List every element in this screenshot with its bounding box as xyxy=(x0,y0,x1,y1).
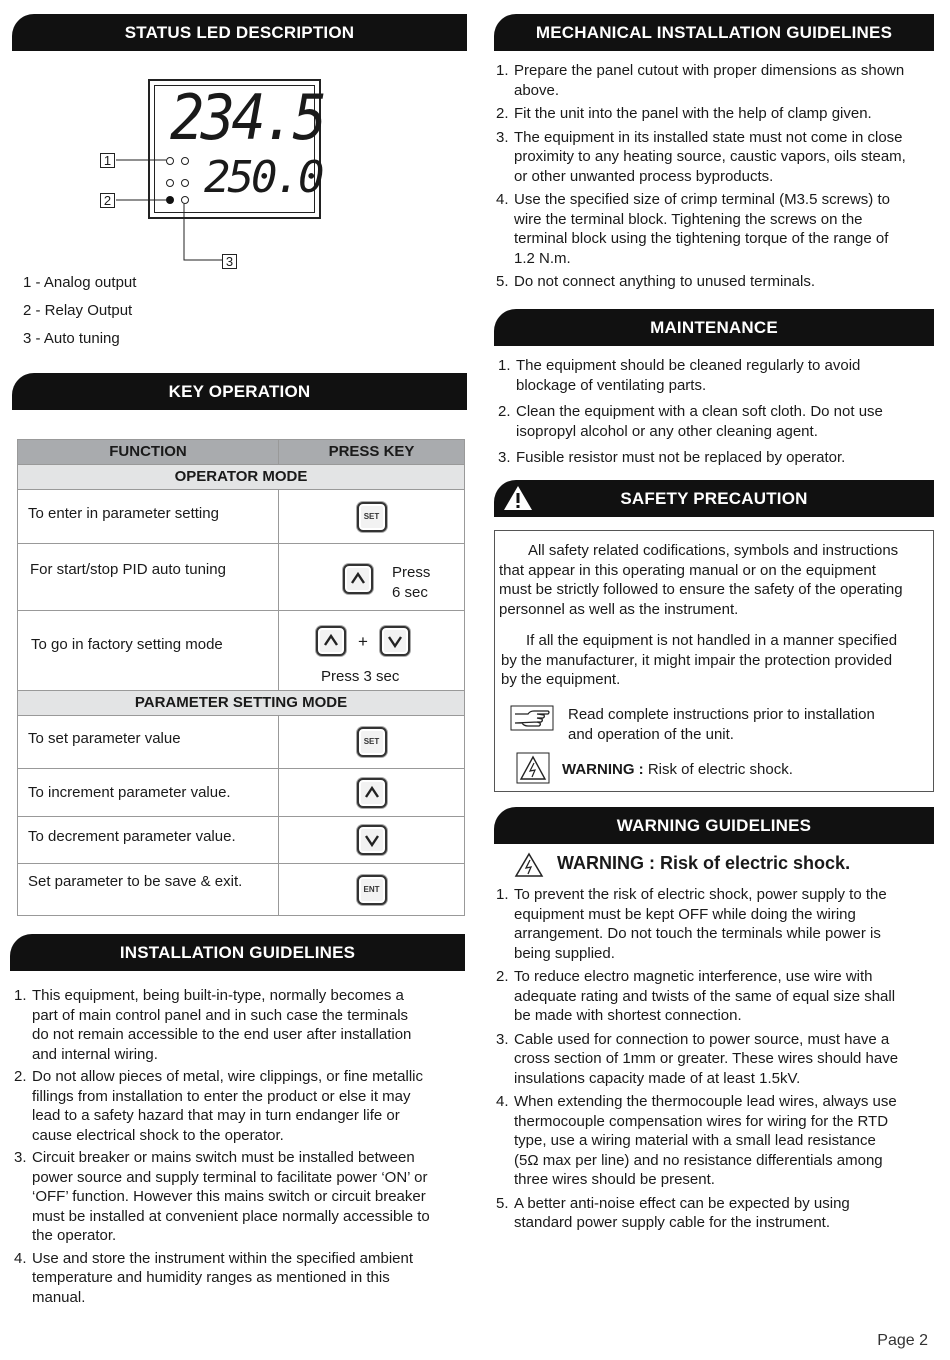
mechanical-header xyxy=(494,14,934,51)
table-row-function: Set parameter to be save & exit. xyxy=(18,864,279,916)
installation-header xyxy=(10,934,465,971)
table-row-function: To go in factory setting mode xyxy=(18,611,279,691)
list-item: 2. Fit the unit into the panel with the help of clamp given. xyxy=(496,105,872,122)
list-item: 3. Fusible resistor must not be replaced by operator. xyxy=(498,449,846,466)
operator-mode-row: OPERATOR MODE xyxy=(18,465,465,490)
list-item: 2. To reduce electro magnetic interference, use wire with adequate rating and twists of the same of equal size shall be made with shortest connection. xyxy=(496,968,896,1024)
status-led-header xyxy=(12,14,467,51)
param-mode-row: PARAMETER SETTING MODE xyxy=(18,691,465,716)
list-item: 2. Clean the equipment with a clean soft cloth. Do not use isopropyl alcohol or any other cleaning agent. xyxy=(498,403,883,440)
callout-1: 1 xyxy=(100,153,115,168)
down-arrow-key-icon xyxy=(380,626,410,656)
list-item: 5. A better anti-noise effect can be expected by using standard power supply cable for the instrument. xyxy=(496,1194,850,1231)
press-3-sec-note: Press 3 sec xyxy=(321,668,400,685)
press-6-sec-note: Press 6 sec xyxy=(392,564,431,601)
maintenance-header xyxy=(494,309,934,346)
status-led-title: STATUS LED DESCRIPTION xyxy=(124,22,355,42)
safety-box xyxy=(494,530,934,792)
table-row-function: To increment parameter value. xyxy=(18,769,279,817)
plus-sign: + xyxy=(358,632,368,651)
read-instructions-note: Read complete instructions prior to installation and operation of the unit. xyxy=(568,706,875,743)
installation-list xyxy=(14,986,466,1310)
col-press-key: PRESS KEY xyxy=(279,440,465,465)
legend-analog-output: 1 - Analog output xyxy=(23,274,137,291)
mechanical-list xyxy=(496,61,938,296)
list-item: 3. Circuit breaker or mains switch must be installed between power source and supply terminal to facilitate power ‘ON’ or ‘OFF’ function. However this mains switch or circuit breaker must be installed at convenient place normally accessible to the operator. xyxy=(14,1149,430,1244)
table-row-key xyxy=(279,716,465,769)
pointing-hand-icon xyxy=(510,705,554,731)
callout-3: 3 xyxy=(222,254,237,269)
safety-title: SAFETY PRECAUTION xyxy=(620,488,808,508)
warning-title: WARNING GUIDELINES xyxy=(616,815,812,835)
list-item: 3. Cable used for connection to power source, must have a cross section of 1mm or greater. These wires should have insulations capacity made of at least 1.5kV. xyxy=(496,1030,899,1087)
table-row-key xyxy=(279,769,465,817)
list-item: 1. The equipment should be cleaned regularly to avoid blockage of ventilating parts. xyxy=(498,357,861,394)
table-row-function: To set parameter value xyxy=(18,716,279,769)
electric-shock-icon xyxy=(514,852,544,878)
warning-header xyxy=(494,807,934,844)
key-operation-title: KEY OPERATION xyxy=(168,381,311,401)
table-row-key xyxy=(279,611,465,691)
legend-relay-output: 2 - Relay Output xyxy=(23,302,133,319)
shock-warning-note: WARNING : Risk of electric shock. xyxy=(562,761,793,778)
up-arrow-key-icon xyxy=(316,626,346,656)
table-row-key xyxy=(279,544,465,611)
safety-paragraph-1: All safety related codifications, symbols and instructions that appear in this operating manual or on the equipment must be strictly followed to ensure the safety of the operating personnel as well as the instrument. xyxy=(499,542,903,618)
table-row-key xyxy=(279,864,465,916)
up-arrow-key-icon xyxy=(357,778,387,808)
set-key-icon: SET xyxy=(357,502,387,532)
mechanical-title: MECHANICAL INSTALLATION GUIDELINES xyxy=(535,22,893,42)
key-operation-header xyxy=(12,373,467,410)
table-row-function: To decrement parameter value. xyxy=(18,817,279,864)
callout-2: 2 xyxy=(100,193,115,208)
table-row-key xyxy=(279,490,465,544)
display-bottom-value: 250.0 xyxy=(204,152,322,203)
table-row-key xyxy=(279,817,465,864)
callout-lines xyxy=(100,150,250,270)
list-item: 4. Use the specified size of crimp terminal (M3.5 screws) to wire the terminal block. Tightening the screws on the terminal block using the tightening torque of the range of 1.2 N.m. xyxy=(496,191,890,267)
list-item: 3. The equipment in its installed state must not come in close proximity to any heating source, caustic vapors, oils steam, or other unwanted process byproducts. xyxy=(496,128,906,185)
safety-paragraph-2: If all the equipment is not handled in a manner specified by the manufacturer, it might impair the protection provided by the equipment. xyxy=(501,632,898,688)
col-function: FUNCTION xyxy=(18,440,279,465)
list-item: 1. To prevent the risk of electric shock, power supply to the equipment must be kept OFF while doing the wiring arrangement. Do not touch the terminals while power is being supplied. xyxy=(496,886,887,962)
legend-auto-tuning: 3 - Auto tuning xyxy=(23,330,120,347)
list-item: 4. Use and store the instrument within the specified ambient temperature and humidity ranges as mentioned in this manual. xyxy=(14,1249,414,1306)
up-arrow-key-icon xyxy=(343,564,373,594)
list-item: 4. When extending the thermocouple lead wires, always use thermocouple compensation wires for wiring for the RTD type, use a wiring material with a small lead resistance (5Ω max per line) and no resistance differentials among three wires should be present. xyxy=(496,1093,897,1188)
warning-heading: WARNING : Risk of electric shock. xyxy=(557,853,851,873)
key-operation-table xyxy=(17,439,465,916)
maintenance-list xyxy=(498,356,938,475)
ent-key-icon: ENT xyxy=(357,875,387,905)
list-item: 2. Do not allow pieces of metal, wire clippings, or fine metallic fillings from installation to enter the product or else it may lead to a safety hazard that may in turn endanger life or cause electrical shock to the operator. xyxy=(14,1068,424,1144)
safety-header xyxy=(494,480,934,517)
down-arrow-key-icon xyxy=(357,825,387,855)
installation-title: INSTALLATION GUIDELINES xyxy=(119,942,356,962)
shock-warning-icon xyxy=(516,752,550,784)
maintenance-title: MAINTENANCE xyxy=(650,317,778,337)
page-number: Page 2 xyxy=(877,1332,928,1349)
display-top-value: 234.5 xyxy=(170,81,324,154)
list-item: 1. This equipment, being built-in-type, normally becomes a part of main control panel and in such case the terminals do not remain accessible to the end user after installation and internal wiring. xyxy=(14,987,412,1063)
table-row-function: For start/stop PID auto tuning xyxy=(18,544,279,611)
set-key-icon: SET xyxy=(357,727,387,757)
warning-list xyxy=(496,885,936,1237)
list-item: 5. Do not connect anything to unused terminals. xyxy=(496,273,816,290)
table-row-function: To enter in parameter setting xyxy=(18,490,279,544)
list-item: 1. Prepare the panel cutout with proper dimensions as shown above. xyxy=(496,62,905,99)
warning-triangle-icon xyxy=(502,484,534,512)
